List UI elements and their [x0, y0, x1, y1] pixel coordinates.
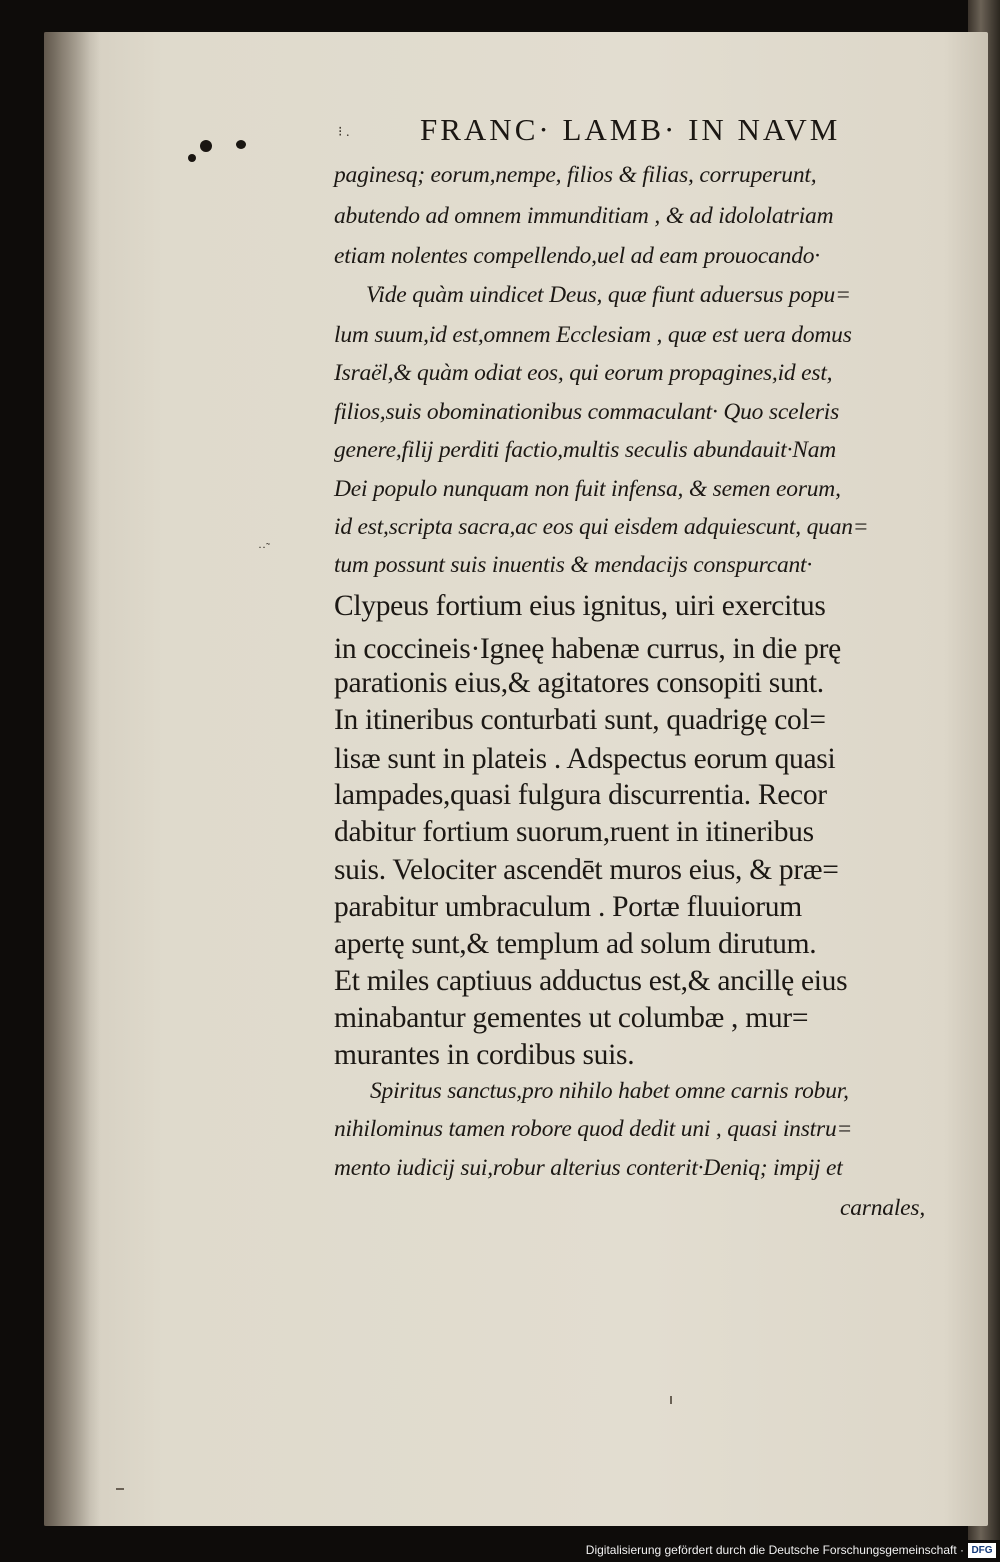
ink-blot [188, 154, 196, 162]
text-line: etiam nolentes compellendo,uel ad eam prouocando· [334, 243, 820, 269]
text-line: tum possunt suis inuentis & mendacijs conspurcant· [334, 552, 813, 578]
text-line: Dei populo nunquam non fuit infensa, & semen eorum, [334, 476, 841, 502]
head-marks: ⁝ . [338, 125, 350, 140]
digitization-credit: Digitalisierung gefördert durch die Deutsche Forschungsgemeinschaft · [585, 1543, 964, 1557]
text-line: nihilominus tamen robore quod dedit uni , quasi instru= [334, 1116, 853, 1142]
scripture-line: murantes in cordibus suis. [334, 1039, 635, 1071]
scripture-line: suis. Velociter ascendēt muros eius, & præ= [334, 854, 839, 886]
text-line: Vide quàm uindicet Deus, quæ fiunt aduersus popu= [366, 282, 851, 308]
text-line: Israël,& quàm odiat eos, qui eorum propagines,id est, [334, 360, 833, 386]
scripture-line: Et miles captiuus adductus est,& ancillę eius [334, 965, 848, 997]
scripture-line: dabitur fortium suorum,ruent in itineribus [334, 816, 814, 848]
paper-fleck [116, 1488, 124, 1490]
running-head: FRANC· LAMB· IN NAVM [420, 112, 841, 147]
scripture-line: in coccineis·Igneę habenæ currus, in die prę [334, 633, 841, 665]
scripture-line: In itineribus conturbati sunt, quadrigę col= [334, 704, 826, 736]
scripture-line: parabitur umbraculum . Portæ fluuiorum [334, 891, 802, 923]
text-line: mento iudicij sui,robur alterius conterit·Deniq; impij et [334, 1155, 843, 1181]
scripture-line: apertę sunt,& templum ad solum dirutum. [334, 928, 817, 960]
dfg-logo-icon: DFG [968, 1543, 996, 1558]
margin-note: ··˜ [258, 540, 270, 554]
catchword: carnales, [840, 1195, 926, 1221]
ink-blot [236, 140, 246, 149]
text-line: id est,scripta sacra,ac eos qui eisdem adquiescunt, quan= [334, 514, 869, 540]
footer-bar [0, 1540, 1000, 1562]
text-line: Spiritus sanctus,pro nihilo habet omne carnis robur, [370, 1078, 849, 1104]
text-line: abutendo ad omnem immunditiam , & ad idololatriam [334, 203, 834, 229]
scripture-line: Clypeus fortium eius ignitus, uiri exercitus [334, 590, 826, 622]
text-line: genere,filij perditi factio,multis seculis abundauit·Nam [334, 437, 837, 463]
text-line: filios,suis obominationibus commaculant· Quo sceleris [334, 399, 840, 425]
scripture-line: minabantur gementes ut columbæ , mur= [334, 1002, 809, 1034]
text-line: lum suum,id est,omnem Ecclesiam , quæ est uera domus [334, 322, 852, 348]
paper-fleck [670, 1396, 672, 1404]
ink-blot [200, 140, 212, 152]
scripture-line: lampades,quasi fulgura discurrentia. Recor [334, 779, 827, 811]
scripture-line: lisæ sunt in plateis . Adspectus eorum quasi [334, 743, 836, 775]
gutter-shadow [44, 32, 100, 1526]
text-line: paginesq; eorum,nempe, filios & filias, corruperunt, [334, 162, 817, 188]
scripture-line: parationis eius,& agitatores consopiti sunt. [334, 667, 824, 699]
